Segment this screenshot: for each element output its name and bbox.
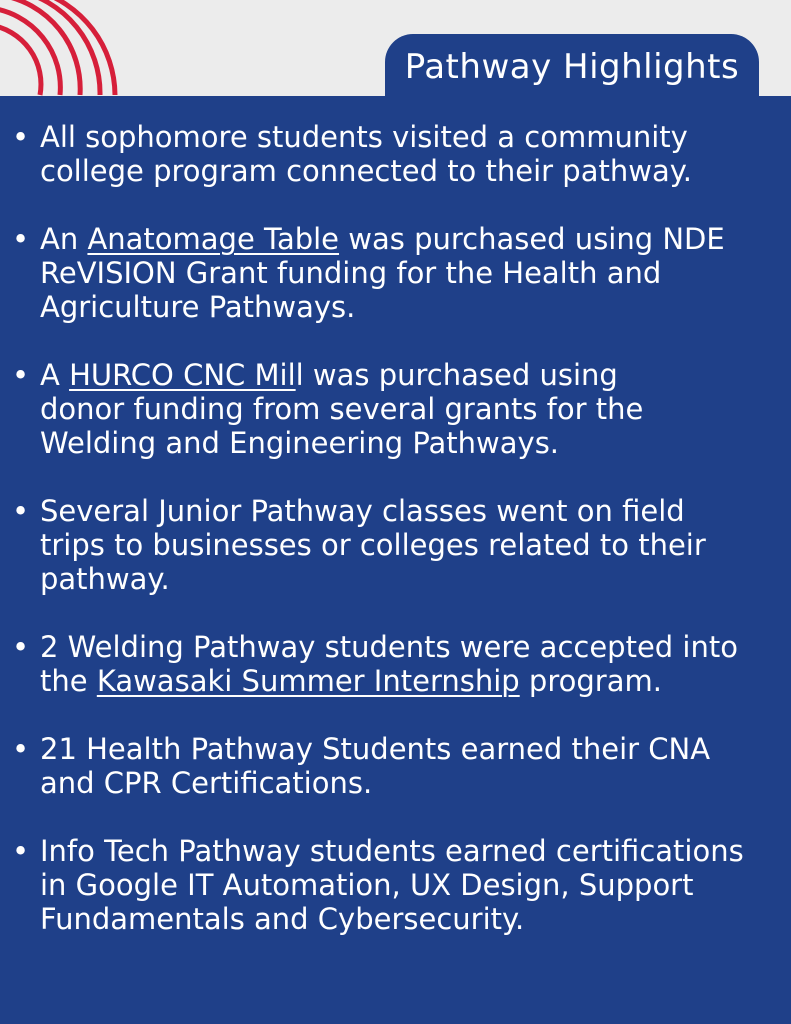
- highlight-line: Fundamentals and Cybersecurity.: [40, 902, 525, 936]
- arc-1: [0, 25, 41, 95]
- bullet-icon: •: [12, 834, 30, 868]
- highlight-line: donor funding from several grants for the: [40, 392, 644, 426]
- highlight-line: Several Junior Pathway classes went on field: [40, 494, 685, 528]
- bullet-icon: •: [12, 120, 30, 154]
- line-text: A: [40, 358, 70, 392]
- highlight-line: ReVISION Grant funding for the Health and: [40, 256, 662, 290]
- highlight-line: and CPR Certifications.: [40, 766, 373, 800]
- highlights-list: [0, 120, 791, 970]
- bullet-icon: •: [12, 732, 30, 766]
- decorative-arcs: [0, 0, 120, 100]
- highlight-line: All sophomore students visited a community: [40, 120, 688, 154]
- highlight-line: [40, 664, 781, 698]
- line-text: was purchased using NDE: [339, 222, 725, 256]
- line-text: l was purchased using: [295, 358, 618, 392]
- bullet-icon: •: [12, 630, 30, 664]
- highlight-link[interactable]: Kawasaki Summer Internship: [96, 664, 520, 698]
- bullet-icon: •: [12, 494, 30, 528]
- highlight-line: [40, 358, 781, 392]
- highlight-line: Info Tech Pathway students earned certifications: [40, 834, 744, 868]
- line-text: An: [40, 222, 88, 256]
- line-text: program.: [519, 664, 662, 698]
- highlight-line: college program connected to their pathway.: [40, 154, 692, 188]
- highlight-item: [0, 358, 791, 460]
- highlight-item: [0, 834, 791, 936]
- highlight-line: Welding and Engineering Pathways.: [40, 426, 560, 460]
- highlight-line: Agriculture Pathways.: [40, 290, 356, 324]
- highlight-item: [0, 120, 791, 188]
- line-text: the: [40, 664, 97, 698]
- highlight-line: pathway.: [40, 562, 170, 596]
- highlight-item: [0, 494, 791, 596]
- highlight-line: [40, 222, 781, 256]
- page-title: Pathway Highlights: [385, 34, 759, 100]
- highlight-item: [0, 630, 791, 698]
- highlight-line: in Google IT Automation, UX Design, Support: [40, 868, 694, 902]
- highlight-link[interactable]: Anatomage Table: [87, 222, 340, 256]
- highlight-link[interactable]: HURCO CNC Mil: [69, 358, 296, 392]
- highlight-item: [0, 222, 791, 324]
- highlight-line: 21 Health Pathway Students earned their CNA: [40, 732, 711, 766]
- highlight-item: [0, 732, 791, 800]
- highlight-line: trips to businesses or colleges related to their: [40, 528, 706, 562]
- bullet-icon: •: [12, 222, 30, 256]
- bullet-icon: •: [12, 358, 30, 392]
- highlight-line: 2 Welding Pathway students were accepted into: [40, 630, 738, 664]
